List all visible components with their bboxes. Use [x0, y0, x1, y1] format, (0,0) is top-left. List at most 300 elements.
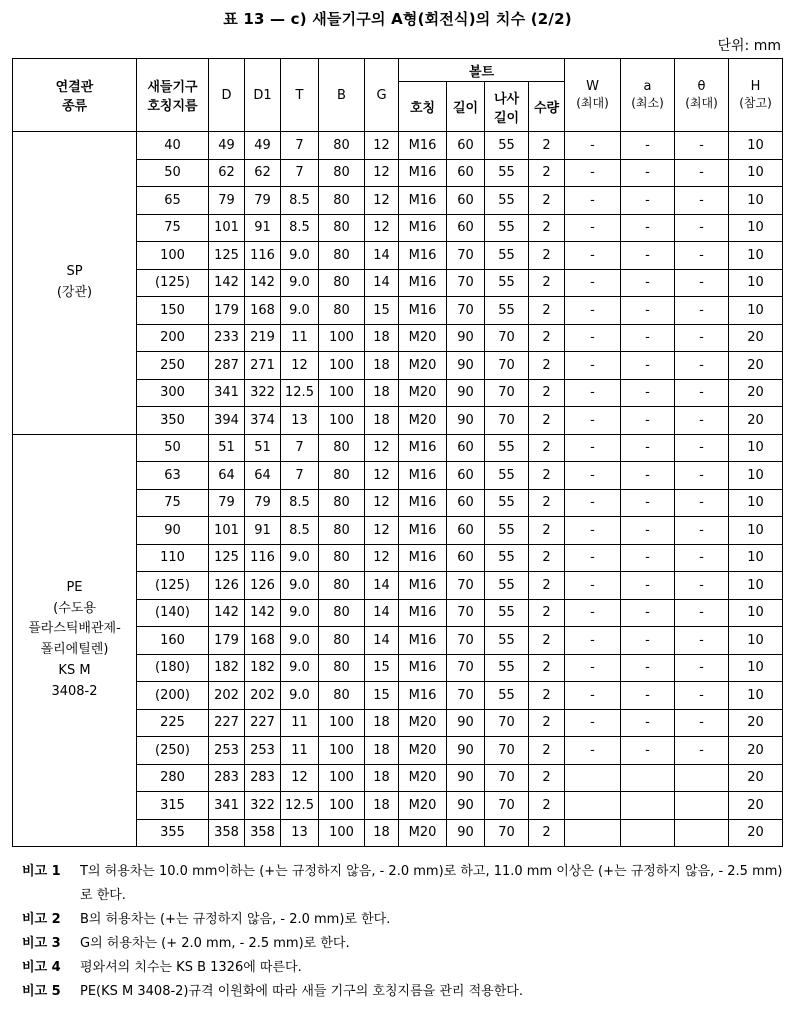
table-cell: 49 [209, 132, 245, 160]
table-cell: 20 [729, 709, 783, 737]
table-title: 표 13 — c) 새들기구의 A형(회전식)의 치수 (2/2) [223, 10, 572, 28]
header-d1: D1 [245, 59, 281, 132]
table-cell: 2 [529, 132, 565, 160]
table-cell: 9.0 [281, 269, 319, 297]
table-cell: M16 [399, 654, 447, 682]
table-cell: 14 [365, 572, 399, 600]
table-cell: M20 [399, 792, 447, 820]
header-b: B [319, 59, 365, 132]
table-cell: - [675, 517, 729, 545]
note-item [22, 908, 787, 932]
header-bolt-length: 길이 [447, 82, 485, 132]
table-cell: 9.0 [281, 297, 319, 325]
notes-section [22, 860, 787, 1004]
table-cell: 2 [529, 269, 565, 297]
header-h [729, 59, 783, 132]
table-cell: - [565, 297, 621, 325]
table-cell: 126 [245, 572, 281, 600]
table-cell: 300 [137, 379, 209, 407]
table-cell: 80 [319, 599, 365, 627]
table-cell: 100 [319, 407, 365, 435]
header-pipe-type-line1: 연결관 [55, 80, 94, 95]
table-cell: M16 [399, 132, 447, 160]
table-cell: 150 [137, 297, 209, 325]
table-cell: 18 [365, 737, 399, 765]
table-cell: 79 [209, 187, 245, 215]
table-cell: 10 [729, 242, 783, 270]
table-cell: 12 [365, 132, 399, 160]
table-cell: 10 [729, 599, 783, 627]
table-cell: 18 [365, 792, 399, 820]
table-cell: M16 [399, 214, 447, 242]
table-cell: 142 [209, 599, 245, 627]
table-cell: M16 [399, 489, 447, 517]
table-cell [621, 792, 675, 820]
table-cell: 116 [245, 242, 281, 270]
table-cell: 10 [729, 462, 783, 490]
table-cell: 55 [485, 462, 529, 490]
table-cell: 7 [281, 434, 319, 462]
table-cell: 10 [729, 297, 783, 325]
table-cell: 55 [485, 132, 529, 160]
table-cell: 90 [447, 764, 485, 792]
pipe-type-line: SP [66, 263, 83, 279]
table-cell: 13 [281, 819, 319, 847]
table-cell: 2 [529, 434, 565, 462]
table-cell: (125) [137, 572, 209, 600]
table-cell: 20 [729, 764, 783, 792]
table-cell: - [621, 737, 675, 765]
table-cell: - [621, 489, 675, 517]
table-cell: 60 [447, 544, 485, 572]
header-g: G [365, 59, 399, 132]
table-cell: M16 [399, 599, 447, 627]
table-cell: 271 [245, 352, 281, 380]
table-cell: 219 [245, 324, 281, 352]
table-cell: 80 [319, 242, 365, 270]
table-cell: 90 [447, 379, 485, 407]
table-cell: - [565, 599, 621, 627]
table-cell: 55 [485, 682, 529, 710]
table-cell: M20 [399, 764, 447, 792]
pipe-type-line: 3408-2 [51, 683, 98, 699]
table-cell: - [621, 517, 675, 545]
table-cell: 70 [447, 572, 485, 600]
table-cell: M16 [399, 682, 447, 710]
note-item [22, 860, 787, 908]
table-cell: 14 [365, 599, 399, 627]
table-cell: 8.5 [281, 214, 319, 242]
table-cell: - [675, 737, 729, 765]
note-text: B의 허용차는 (+는 규정하지 않음, - 2.0 mm)로 한다. [80, 912, 391, 927]
table-cell: 15 [365, 682, 399, 710]
table-cell: 51 [245, 434, 281, 462]
table-cell [675, 792, 729, 820]
table-cell: - [621, 434, 675, 462]
table-cell: 142 [209, 269, 245, 297]
pipe-type-line: (강관) [56, 284, 93, 300]
table-cell: 227 [209, 709, 245, 737]
table-cell [565, 819, 621, 847]
table-cell: - [675, 324, 729, 352]
table-cell: - [675, 407, 729, 435]
table-cell: 15 [365, 654, 399, 682]
table-cell: - [675, 159, 729, 187]
note-label: 비고 1 [22, 864, 61, 879]
table-cell: 18 [365, 407, 399, 435]
table-cell: 14 [365, 242, 399, 270]
table-cell: - [565, 269, 621, 297]
table-cell: 70 [485, 324, 529, 352]
table-cell: 12 [281, 764, 319, 792]
table-cell: M20 [399, 352, 447, 380]
note-label: 비고 4 [22, 960, 61, 975]
table-cell: 250 [137, 352, 209, 380]
table-cell: - [675, 544, 729, 572]
table-row [13, 434, 783, 462]
table-cell [621, 764, 675, 792]
table-cell: 202 [209, 682, 245, 710]
table-cell: 179 [209, 627, 245, 655]
header-h-sub: (참고) [739, 96, 772, 110]
table-cell: 80 [319, 544, 365, 572]
table-cell: 60 [447, 489, 485, 517]
table-cell: M16 [399, 517, 447, 545]
table-cell: - [675, 214, 729, 242]
table-cell: 200 [137, 324, 209, 352]
table-cell: 322 [245, 379, 281, 407]
table-cell: 2 [529, 544, 565, 572]
table-cell: - [675, 434, 729, 462]
table-cell [565, 792, 621, 820]
table-cell: 2 [529, 737, 565, 765]
pipe-type-line: 폴리에틸렌) [40, 642, 109, 658]
table-cell: 80 [319, 297, 365, 325]
table-cell: 12 [365, 187, 399, 215]
table-cell: 202 [245, 682, 281, 710]
table-cell: 2 [529, 187, 565, 215]
table-cell: 75 [137, 214, 209, 242]
table-cell: 2 [529, 379, 565, 407]
table-cell: 12 [365, 544, 399, 572]
table-cell: 9.0 [281, 544, 319, 572]
table-cell: 70 [485, 819, 529, 847]
table-cell: 18 [365, 352, 399, 380]
table-cell: - [621, 462, 675, 490]
header-nominal-line2: 호칭지름 [147, 99, 198, 114]
table-cell: - [675, 627, 729, 655]
table-cell: 70 [447, 654, 485, 682]
table-cell: 70 [447, 242, 485, 270]
pipe-type-line: 플라스틱배관제- [28, 621, 121, 637]
note-label: 비고 2 [22, 912, 61, 927]
table-cell [675, 764, 729, 792]
table-cell: M16 [399, 269, 447, 297]
table-cell: M16 [399, 627, 447, 655]
table-cell: 12.5 [281, 379, 319, 407]
table-cell: 75 [137, 489, 209, 517]
table-cell: 315 [137, 792, 209, 820]
table-cell: 18 [365, 324, 399, 352]
table-cell: (250) [137, 737, 209, 765]
table-cell: 287 [209, 352, 245, 380]
unit-label: 단위: mm [717, 38, 781, 54]
table-cell: 12 [365, 462, 399, 490]
table-cell: - [565, 654, 621, 682]
table-cell: M16 [399, 159, 447, 187]
table-cell: 55 [485, 297, 529, 325]
table-cell: 55 [485, 242, 529, 270]
table-cell: 70 [447, 297, 485, 325]
table-cell: 90 [447, 709, 485, 737]
table-cell: - [565, 627, 621, 655]
table-cell: M20 [399, 819, 447, 847]
header-bolt-thread-line1: 나사 [493, 91, 520, 107]
note-label: 비고 3 [22, 936, 61, 951]
table-cell: 80 [319, 627, 365, 655]
table-cell: - [565, 324, 621, 352]
table-cell: 55 [485, 489, 529, 517]
table-cell: 11 [281, 737, 319, 765]
table-cell: 65 [137, 187, 209, 215]
table-cell: 2 [529, 572, 565, 600]
table-body [13, 132, 783, 847]
table-cell: 70 [485, 792, 529, 820]
table-cell: - [675, 379, 729, 407]
table-cell: 168 [245, 297, 281, 325]
note-item [22, 932, 787, 956]
table-cell: 101 [209, 517, 245, 545]
header-pipe-type-line2: 종류 [61, 99, 88, 114]
table-cell: 2 [529, 682, 565, 710]
table-cell: 64 [245, 462, 281, 490]
table-cell: 10 [729, 132, 783, 160]
table-cell: M20 [399, 407, 447, 435]
table-cell: - [621, 132, 675, 160]
table-cell: - [621, 682, 675, 710]
table-cell: - [565, 709, 621, 737]
table-cell: - [565, 572, 621, 600]
table-cell: 8.5 [281, 517, 319, 545]
note-text: T의 허용차는 10.0 mm이하는 (+는 규정하지 않음, - 2.0 mm)로 하고, 11.0 mm 이상은 (+는 규정하지 않음, - 2.5 mm)로 한다. [80, 864, 783, 903]
table-cell: 14 [365, 627, 399, 655]
table-cell: - [675, 132, 729, 160]
table-cell: 358 [209, 819, 245, 847]
table-cell: - [565, 682, 621, 710]
table-cell: - [565, 462, 621, 490]
table-cell: 101 [209, 214, 245, 242]
table-cell: 142 [245, 269, 281, 297]
table-cell: 280 [137, 764, 209, 792]
table-cell: 10 [729, 517, 783, 545]
table-cell: 20 [729, 352, 783, 380]
table-cell: 355 [137, 819, 209, 847]
header-a-sub: (최소) [631, 96, 664, 110]
table-cell: 55 [485, 544, 529, 572]
table-cell: M20 [399, 709, 447, 737]
table-cell: 55 [485, 434, 529, 462]
table-cell: 80 [319, 517, 365, 545]
header-bolt-qty: 수량 [529, 82, 565, 132]
table-cell: - [621, 352, 675, 380]
table-cell: 10 [729, 159, 783, 187]
table-cell: 7 [281, 159, 319, 187]
table-cell: - [565, 407, 621, 435]
table-cell: 63 [137, 462, 209, 490]
table-cell: M20 [399, 379, 447, 407]
table-cell: 70 [485, 407, 529, 435]
header-d: D [209, 59, 245, 132]
table-cell: - [621, 187, 675, 215]
table-cell: 10 [729, 434, 783, 462]
note-item [22, 956, 787, 980]
table-cell: 55 [485, 654, 529, 682]
table-cell: 80 [319, 159, 365, 187]
table-cell: 358 [245, 819, 281, 847]
table-cell: 100 [137, 242, 209, 270]
table-cell: - [621, 242, 675, 270]
table-cell: 2 [529, 517, 565, 545]
table-cell: 10 [729, 654, 783, 682]
table-cell: 60 [447, 214, 485, 242]
table-cell: 100 [319, 764, 365, 792]
table-cell: 2 [529, 792, 565, 820]
table-cell: - [675, 599, 729, 627]
table-cell: 2 [529, 214, 565, 242]
table-cell: - [621, 654, 675, 682]
pipe-type-cell [13, 132, 137, 435]
table-cell: 70 [485, 709, 529, 737]
table-cell: 100 [319, 819, 365, 847]
table-cell: 341 [209, 792, 245, 820]
table-cell: 80 [319, 132, 365, 160]
table-cell: 2 [529, 407, 565, 435]
table-cell: 2 [529, 352, 565, 380]
table-cell: 15 [365, 297, 399, 325]
table-cell: 55 [485, 517, 529, 545]
table-cell: 70 [485, 352, 529, 380]
table-cell: - [565, 517, 621, 545]
table-cell: 80 [319, 214, 365, 242]
table-cell: 80 [319, 187, 365, 215]
table-cell: 160 [137, 627, 209, 655]
table-cell: 60 [447, 159, 485, 187]
note-label: 비고 5 [22, 984, 61, 999]
table-cell: 322 [245, 792, 281, 820]
table-cell: 100 [319, 379, 365, 407]
table-cell: M16 [399, 572, 447, 600]
header-a-symbol: a [643, 79, 652, 94]
table-cell: 12.5 [281, 792, 319, 820]
table-cell: (180) [137, 654, 209, 682]
table-cell: 60 [447, 462, 485, 490]
table-cell: - [621, 159, 675, 187]
table-cell: 11 [281, 709, 319, 737]
table-cell: - [675, 187, 729, 215]
table-cell: - [675, 654, 729, 682]
table-cell: - [675, 572, 729, 600]
table-cell: 9.0 [281, 242, 319, 270]
table-cell: 394 [209, 407, 245, 435]
table-cell: (200) [137, 682, 209, 710]
header-w-symbol: W [586, 79, 599, 94]
table-cell: - [675, 352, 729, 380]
pipe-type-line: (수도용 [53, 600, 96, 616]
table-cell: 126 [209, 572, 245, 600]
table-cell: 18 [365, 819, 399, 847]
table-cell: 80 [319, 434, 365, 462]
table-cell: 12 [365, 517, 399, 545]
table-cell: 55 [485, 627, 529, 655]
table-cell: 283 [245, 764, 281, 792]
table-cell: 70 [447, 599, 485, 627]
table-cell: - [675, 489, 729, 517]
header-w [565, 59, 621, 132]
table-cell: 10 [729, 627, 783, 655]
table-cell: M16 [399, 544, 447, 572]
table-cell: 80 [319, 654, 365, 682]
table-cell: 12 [365, 214, 399, 242]
table-cell: 40 [137, 132, 209, 160]
table-cell: 10 [729, 269, 783, 297]
table-cell: - [621, 407, 675, 435]
table-cell: M20 [399, 324, 447, 352]
table-cell: 12 [281, 352, 319, 380]
table-cell: 90 [447, 737, 485, 765]
table-cell: - [675, 269, 729, 297]
table-cell: 10 [729, 682, 783, 710]
table-cell [621, 819, 675, 847]
table-cell: 79 [245, 489, 281, 517]
table-cell: - [565, 214, 621, 242]
table-cell: 100 [319, 324, 365, 352]
table-cell: 12 [365, 489, 399, 517]
table-cell: - [621, 709, 675, 737]
dimension-table [12, 58, 783, 847]
table-cell: 80 [319, 269, 365, 297]
table-cell: 20 [729, 737, 783, 765]
table-cell: 253 [245, 737, 281, 765]
table-cell: - [621, 599, 675, 627]
table-row [13, 132, 783, 160]
table-cell: 20 [729, 379, 783, 407]
table-cell: 350 [137, 407, 209, 435]
table-cell: 125 [209, 544, 245, 572]
header-w-sub: (최대) [576, 96, 609, 110]
table-cell: M16 [399, 434, 447, 462]
table-cell: M16 [399, 462, 447, 490]
table-cell: 55 [485, 599, 529, 627]
table-cell: 60 [447, 132, 485, 160]
table-cell: 18 [365, 709, 399, 737]
table-cell: 51 [209, 434, 245, 462]
table-cell: 13 [281, 407, 319, 435]
table-cell: 20 [729, 819, 783, 847]
table-cell: 70 [485, 737, 529, 765]
table-cell: 50 [137, 434, 209, 462]
table-cell: 10 [729, 544, 783, 572]
table-cell: 10 [729, 187, 783, 215]
table-cell: 20 [729, 407, 783, 435]
table-cell: (140) [137, 599, 209, 627]
table-cell: 90 [447, 352, 485, 380]
table-cell: 70 [485, 379, 529, 407]
table-cell: 90 [447, 792, 485, 820]
table-cell: 8.5 [281, 187, 319, 215]
table-cell: - [565, 187, 621, 215]
table-cell [565, 764, 621, 792]
table-cell: 9.0 [281, 599, 319, 627]
